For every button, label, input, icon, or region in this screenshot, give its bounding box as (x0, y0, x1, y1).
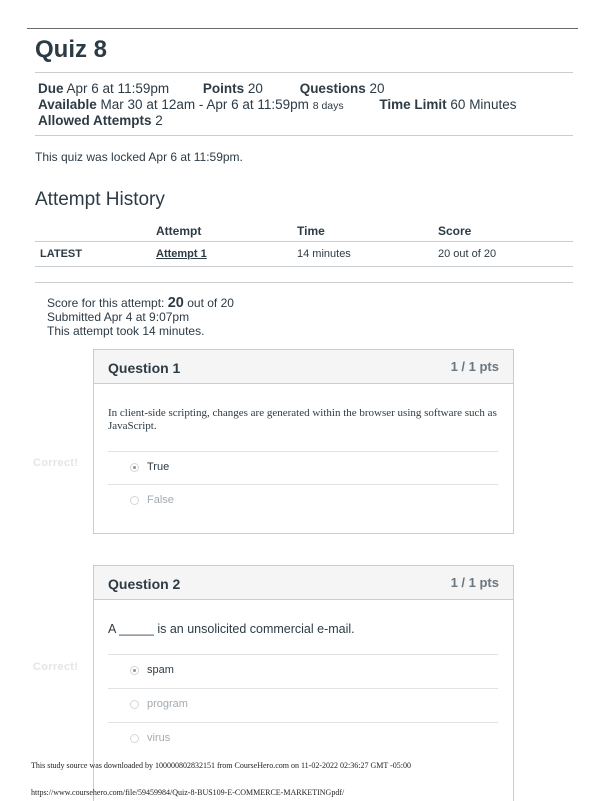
table-header-row (35, 221, 573, 242)
question-title: Question 1 (108, 360, 181, 376)
column-header (35, 221, 151, 242)
duration-line: This attempt took 14 minutes. (47, 324, 205, 338)
table-row (35, 242, 573, 267)
score-suffix: out of 20 (187, 296, 234, 310)
answer-option[interactable] (108, 654, 498, 688)
lock-notice: This quiz was locked Apr 6 at 11:59pm. (35, 150, 243, 164)
answer-option[interactable] (108, 484, 498, 518)
score-line (47, 296, 234, 310)
question-points: 1 / 1 pts (450, 575, 499, 590)
points-label: Points (202, 81, 245, 96)
quiz-details (35, 72, 573, 136)
answer-text: False (147, 494, 174, 506)
questions-value: 20 (369, 81, 385, 96)
question-header (94, 566, 513, 600)
answer-option[interactable] (108, 688, 498, 722)
section-divider (35, 282, 573, 283)
radio-selected-icon[interactable] (130, 666, 139, 675)
attempts-value: 2 (155, 113, 163, 128)
answer-option[interactable] (108, 722, 498, 756)
question-points: 1 / 1 pts (450, 359, 499, 374)
attempt-cell (151, 242, 292, 267)
question-text: In client-side scripting, changes are generated within the browser using software such as JavaScript. (108, 407, 497, 432)
latest-tag: LATEST (35, 242, 151, 267)
attempt-link[interactable]: Attempt 1 (156, 248, 207, 260)
column-header-score: Score (433, 221, 573, 242)
correct-tag: Correct! (33, 457, 79, 469)
top-divider (27, 28, 578, 29)
submitted-line: Submitted Apr 4 at 9:07pm (47, 310, 190, 324)
score-value: 20 (167, 295, 184, 311)
score-prefix: Score for this attempt: (47, 296, 165, 310)
answer-option[interactable] (108, 451, 498, 485)
details-row-2 (38, 97, 516, 112)
radio-icon[interactable] (130, 734, 139, 743)
question-text: A _____ is an unsolicited commercial e-mail. (108, 622, 355, 636)
points-value: 20 (247, 81, 263, 96)
available-days: 8 days (312, 100, 344, 112)
radio-icon[interactable] (130, 496, 139, 505)
answer-text: True (147, 461, 170, 473)
time-limit-value: 60 Minutes (450, 97, 517, 112)
question-title: Question 2 (108, 576, 181, 592)
attempt-history-table (35, 221, 573, 267)
attempt-summary (47, 296, 234, 338)
column-header-attempt: Attempt (151, 221, 292, 242)
details-row-3 (38, 113, 163, 128)
correct-tag: Correct! (33, 661, 79, 673)
attempt-history-heading: Attempt History (35, 189, 165, 210)
due-value: Apr 6 at 11:59pm (66, 81, 170, 96)
radio-selected-icon[interactable] (130, 463, 139, 472)
questions-label: Questions (299, 81, 366, 96)
source-url: https://www.coursehero.com/file/59459984/Quiz-8-BUS109-E-COMMERCE-MARKETINGpdf/ (31, 788, 345, 797)
details-row-1 (38, 81, 385, 96)
page-title: Quiz 8 (35, 36, 108, 63)
attempts-label: Allowed Attempts (38, 113, 152, 128)
available-value: Mar 30 at 12am - Apr 6 at 11:59pm (100, 97, 309, 112)
radio-icon[interactable] (130, 700, 139, 709)
question-header (94, 350, 513, 384)
question-card (93, 349, 514, 534)
answer-text: virus (147, 732, 171, 744)
download-note: This study source was downloaded by 100000802832151 from CourseHero.com on 11-02-2022 02:36:27 GMT -05:00 (31, 761, 411, 770)
answer-text: program (147, 698, 188, 710)
answer-text: spam (147, 664, 174, 676)
time-limit-label: Time Limit (379, 97, 447, 112)
due-label: Due (38, 81, 64, 96)
time-cell: 14 minutes (292, 242, 433, 267)
column-header-time: Time (292, 221, 433, 242)
available-label: Available (38, 97, 97, 112)
score-cell: 20 out of 20 (433, 242, 573, 267)
